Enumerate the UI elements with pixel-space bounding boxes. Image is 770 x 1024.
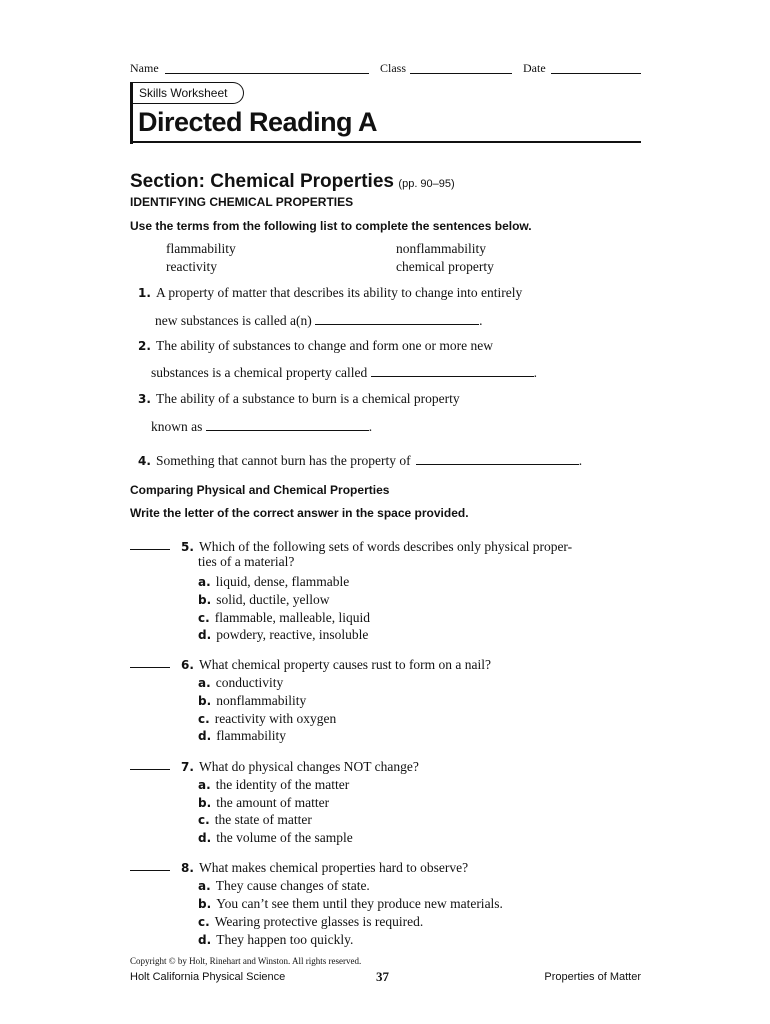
- question-text: substances is a chemical property called: [151, 365, 368, 380]
- question-4: [138, 450, 582, 469]
- option-7d[interactable]: [198, 827, 353, 846]
- question-1-line2: [155, 313, 482, 329]
- option-text: flammability: [216, 728, 286, 743]
- question-number: 3.: [138, 392, 151, 406]
- option-letter: c.: [198, 915, 210, 929]
- term-chemical-property: chemical property: [396, 259, 494, 274]
- term-flammability: flammability: [166, 241, 236, 256]
- name-field[interactable]: [165, 73, 369, 74]
- option-letter: a.: [198, 778, 211, 792]
- option-8c[interactable]: [198, 911, 423, 930]
- option-letter: b.: [198, 593, 212, 607]
- option-letter: c.: [198, 712, 210, 726]
- question-3: [138, 388, 460, 407]
- term-nonflammability: nonflammability: [396, 241, 486, 256]
- question-3-line2: [151, 419, 372, 435]
- option-letter: c.: [198, 813, 210, 827]
- question-number: 6.: [181, 658, 194, 672]
- option-letter: d.: [198, 831, 212, 845]
- question-number: 5.: [181, 540, 194, 554]
- option-8a[interactable]: [198, 875, 370, 894]
- option-text: They happen too quickly.: [216, 932, 354, 947]
- option-letter: b.: [198, 897, 212, 911]
- question-text: A property of matter that describes its ability to change into entirely: [156, 285, 523, 300]
- question-7: [181, 756, 419, 775]
- period: .: [578, 453, 583, 468]
- question-5-line2: ties of a material?: [198, 554, 295, 569]
- question-number: 8.: [181, 861, 194, 875]
- option-text: conductivity: [215, 675, 284, 690]
- question-text: known as: [151, 419, 203, 434]
- option-5d[interactable]: [198, 624, 368, 643]
- answer-blank-4[interactable]: [416, 464, 579, 465]
- option-text: the identity of the matter: [215, 777, 350, 792]
- option-letter: b.: [198, 694, 212, 708]
- term-reactivity: reactivity: [166, 259, 217, 274]
- answer-blank-5[interactable]: [130, 549, 170, 550]
- option-8d[interactable]: [198, 929, 353, 948]
- option-letter: d.: [198, 628, 212, 642]
- option-text: Wearing protective glasses is required.: [214, 914, 424, 929]
- option-letter: a.: [198, 676, 211, 690]
- chapter-title: Properties of Matter: [544, 971, 641, 983]
- question-text: new substances is called a(n): [155, 313, 312, 328]
- question-8: [181, 857, 468, 876]
- section-subtitle: IDENTIFYING CHEMICAL PROPERTIES: [130, 195, 354, 209]
- option-letter: c.: [198, 611, 210, 625]
- answer-blank-2[interactable]: [371, 376, 534, 377]
- option-7c[interactable]: [198, 809, 312, 828]
- answer-blank-6[interactable]: [130, 667, 170, 668]
- question-number: 1.: [138, 286, 151, 300]
- option-letter: d.: [198, 933, 212, 947]
- option-8b[interactable]: [198, 893, 503, 912]
- question-6: [181, 654, 491, 673]
- option-text: liquid, dense, flammable: [215, 574, 350, 589]
- option-text: flammable, malleable, liquid: [214, 610, 370, 625]
- skills-worksheet-badge: Skills Worksheet: [130, 82, 244, 104]
- book-title: Holt California Physical Science: [130, 971, 286, 983]
- option-letter: a.: [198, 879, 211, 893]
- period: .: [368, 419, 373, 434]
- option-5a[interactable]: [198, 571, 349, 590]
- period: .: [533, 365, 538, 380]
- option-7a[interactable]: [198, 774, 349, 793]
- copyright: Copyright © by Holt, Rinehart and Winston. All rights reserved.: [130, 956, 362, 966]
- option-text: the volume of the sample: [216, 830, 353, 845]
- option-6b[interactable]: [198, 690, 306, 709]
- question-text: The ability of substances to change and form one or more new: [156, 338, 494, 353]
- comparing-instructions: Write the letter of the correct answer in the space provided.: [130, 506, 469, 520]
- option-text: You can’t see them until they produce new materials.: [216, 896, 503, 911]
- question-text: Something that cannot burn has the property of: [156, 453, 411, 468]
- question-text: What chemical property causes rust to form on a nail?: [199, 657, 492, 672]
- option-6a[interactable]: [198, 672, 283, 691]
- question-text: What makes chemical properties hard to observe?: [199, 860, 469, 875]
- period: .: [479, 313, 483, 328]
- class-field[interactable]: [410, 73, 512, 74]
- date-label: Date: [523, 61, 546, 75]
- option-letter: a.: [198, 575, 211, 589]
- question-number: 7.: [181, 760, 194, 774]
- page-number: 37: [376, 969, 389, 984]
- question-2-line2: [151, 365, 537, 381]
- section-instructions: Use the terms from the following list to complete the sentences below.: [130, 219, 532, 233]
- answer-blank-8[interactable]: [130, 870, 170, 871]
- question-number: 2.: [138, 339, 151, 353]
- page-title: Directed Reading A: [138, 107, 378, 137]
- question-text: The ability of a substance to burn is a chemical property: [156, 391, 460, 406]
- option-text: nonflammability: [216, 693, 307, 708]
- option-text: powdery, reactive, insoluble: [216, 627, 369, 642]
- comparing-heading: Comparing Physical and Chemical Properties: [130, 483, 390, 497]
- option-text: reactivity with oxygen: [214, 711, 337, 726]
- question-number: 4.: [138, 454, 151, 468]
- section-pages: (pp. 90–95): [398, 178, 455, 190]
- section-title: Section: Chemical Properties: [130, 171, 394, 192]
- option-text: They cause changes of state.: [215, 878, 370, 893]
- answer-blank-1[interactable]: [315, 324, 479, 325]
- section-heading: [130, 171, 455, 193]
- option-text: solid, ductile, yellow: [216, 592, 330, 607]
- date-field[interactable]: [551, 73, 641, 74]
- option-letter: d.: [198, 729, 212, 743]
- question-text: Which of the following sets of words describes only physical proper-: [199, 539, 573, 554]
- question-2: [138, 335, 493, 354]
- option-letter: b.: [198, 796, 212, 810]
- class-label: Class: [380, 61, 407, 75]
- option-5b[interactable]: [198, 589, 329, 608]
- question-text: What do physical changes NOT change?: [199, 759, 419, 774]
- name-label: Name: [130, 61, 159, 75]
- option-6d[interactable]: [198, 725, 286, 744]
- question-1: [138, 282, 522, 301]
- answer-blank-3[interactable]: [206, 430, 369, 431]
- option-text: the amount of matter: [216, 795, 330, 810]
- answer-blank-7[interactable]: [130, 769, 170, 770]
- option-text: the state of matter: [214, 812, 312, 827]
- question-5: [181, 536, 572, 555]
- title-rule: [130, 141, 641, 143]
